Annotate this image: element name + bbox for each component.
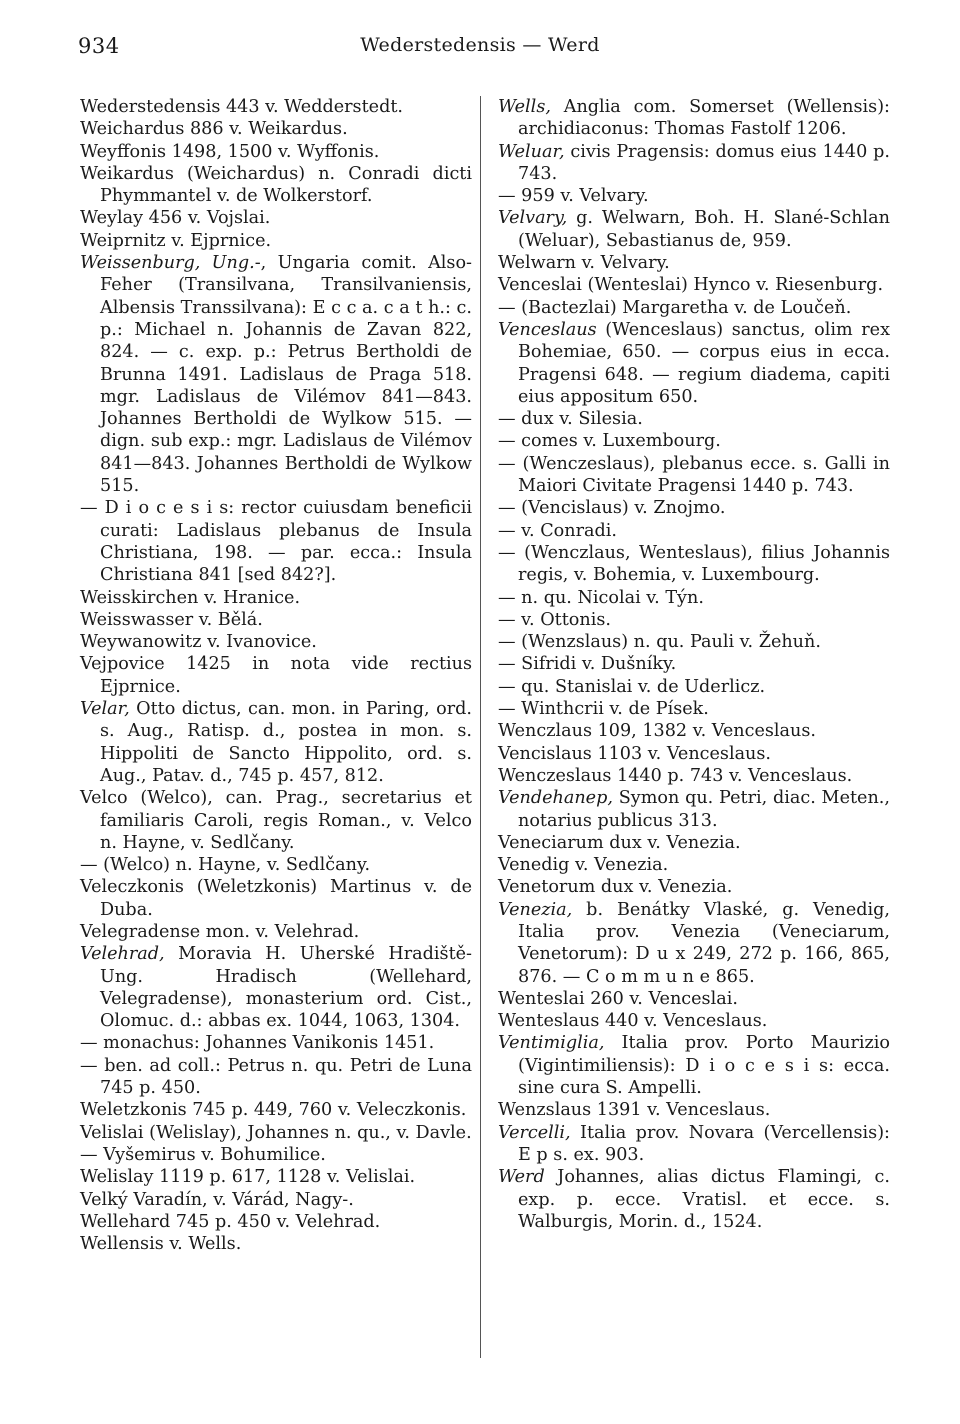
entry-headword: Ventimiglia, [498,1033,605,1054]
index-entry [80,1032,472,1054]
index-entry [498,542,890,587]
index-entry [80,163,472,208]
index-entry [498,319,890,408]
entry-headword: Weissenburg, Ung. [80,253,255,274]
entry-text: Velco (Welco), can. Prag., secretarius et familiaris Caroli, regis Roman., v. Velco n. Hayne, v. Sedlčany. [80,788,472,853]
entry-text: Weisskirchen v. Hranice. [80,587,301,608]
entry-text: Moravia H. Uherské Hradiště-Ung. Hradisch (Wellehard, Velegradense), monasterium ord. Cist., Olomuc. d.: abbas ex. 1044, 1063, 1304. [100,944,472,1032]
index-entry [498,430,890,452]
entry-headword: Venezia, [498,899,573,920]
index-entry [498,252,890,274]
entry-text: Weylay 456 v. Vojslai. [80,208,271,229]
index-entry [498,1010,890,1032]
index-entry [498,653,890,675]
index-entry [498,854,890,876]
index-entry [498,1032,890,1099]
entry-text: Weiprnitz v. Ejprnice. [80,230,272,251]
entry-text: Wellensis v. Wells. [80,1234,242,1255]
index-entry [80,141,472,163]
entry-text: Velislai (Welislay), Johannes n. qu., v. Davle. [80,1122,472,1143]
index-entry [498,141,890,186]
entry-text: Weywanowitz v. Ivanovice. [80,632,317,653]
right-column [498,96,890,1233]
index-entry [498,743,890,765]
entry-text: Weyffonis 1498, 1500 v. Wyffonis. [80,141,380,162]
entry-text: — n. qu. Nicolai v. Týn. [498,587,704,608]
index-entry [80,698,472,787]
index-entry [498,720,890,742]
index-entry [498,96,890,141]
index-entry [80,497,472,586]
entry-text: Velký Varadín, v. Várád, Nagy-. [80,1189,354,1210]
index-entry [80,787,472,854]
entry-text: Wenteslaus 440 v. Venceslaus. [498,1011,768,1032]
index-entry [498,274,890,296]
entry-text: Veleczkonis (Weletzkonis) Martinus v. de Duba. [80,877,472,920]
entry-text: Vejpovice 1425 in nota vide rectius Ejprnice. [80,654,472,697]
entry-text: -, Ungaria comit. Also-Feher (Transilvana, Transilvaniensis, Albensis Transsilvana): E c c a. c a t h.: c. p.: Michael n. Johannis de Zavan 822, 824. — c. exp. p.: Petrus Bertholdi de Brunna 1491. Ladislaus de Praga 518. mgr. Ladislaus de Vilémov 841—843. Johannes Bertholdi de Wylkow 515. — dign. sub exp.: mgr. Ladislaus de Vilémov 841—843. Johannes Bertholdi de Wylkow 515. [100,253,472,497]
index-entry [498,631,890,653]
entry-text: Symon qu. Petri, diac. Meten., notarius publicus 313. [518,788,890,831]
entry-text: — ben. ad coll.: Petrus n. qu. Petri de Luna 745 p. 450. [80,1055,472,1099]
index-entry [498,587,890,609]
entry-text: Italia prov. Porto Maurizio (Vigintimiliensis): D i o c e s i s: ecca. sine cura S. Ampelli. [518,1033,890,1099]
index-entry [498,698,890,720]
index-entry [80,876,472,921]
index-entry [80,1233,472,1255]
index-entry [80,854,472,876]
index-entry [80,118,472,140]
entry-text: Wenzslaus 1391 v. Venceslaus. [498,1100,771,1121]
index-entry [80,252,472,497]
index-entry [80,631,472,653]
entry-headword: Velar, [80,699,130,720]
index-entry [498,207,890,252]
index-entry [80,587,472,609]
index-entry [80,1122,472,1144]
entry-text: — Vyšemirus v. Bohumilice. [80,1144,326,1165]
entry-text: Italia prov. Novara (Vercellensis): E p s. ex. 903. [518,1122,890,1165]
index-entry [498,1122,890,1167]
entry-text: — D i o c e s i s: rector cuiusdam beneficii curati: Ladislaus plebanus de Insula Christiana, 198. — par. ecca.: Insula Christiana 841 [sed 842?]. [80,498,472,586]
index-entry [498,988,890,1010]
entry-text: Wenteslai 260 v. Venceslai. [498,988,738,1009]
entry-text: Welislay 1119 p. 617, 1128 v. Velislai. [80,1167,416,1188]
entry-text: Wenczeslaus 1440 p. 743 v. Venceslaus. [498,765,853,786]
index-entry [80,1166,472,1188]
entry-headword: Velehrad, [80,944,165,965]
entry-text: civis Pragensis: domus eius 1440 p. 743. [518,141,890,184]
entry-text: — (Vencislaus) v. Znojmo. [498,498,726,519]
entry-text: Johannes, alias dictus Flamingi, c. exp. p. ecce. Vratisl. et ecce. s. Walburgis, Morin. d., 1524. [518,1167,890,1232]
entry-text: Weichardus 886 v. Weikardus. [80,119,348,140]
entry-headword: Velvary, [498,208,568,229]
index-entry [80,921,472,943]
entry-text: — qu. Stanislai v. de Uderlicz. [498,676,766,697]
entry-headword: Wells, [498,97,551,117]
entry-headword: Weluar, [498,141,565,162]
entry-headword: Vercelli, [498,1122,571,1143]
entry-text: — dux v. Silesia. [498,409,643,430]
entry-text: Venedig v. Venezia. [498,855,669,876]
entry-text: — (Wenczlaus, Wenteslaus), filius Johannis regis, v. Bohemia, v. Luxembourg. [498,542,890,586]
index-entry [498,185,890,207]
entry-text: Venceslai (Wenteslai) Hynco v. Riesenburg. [498,275,884,296]
entry-text: — v. Ottonis. [498,609,611,630]
index-entry [498,408,890,430]
entry-text: Weletzkonis 745 p. 449, 760 v. Veleczkonis. [80,1100,467,1121]
index-entry [498,832,890,854]
entry-headword: Werd [498,1167,545,1188]
entry-text: Wederstedensis 443 v. Wedderstedt. [80,97,403,117]
index-entry [498,609,890,631]
index-entry [498,497,890,519]
entry-headword: Venceslaus [498,319,597,340]
entry-text: Anglia com. Somerset (Wellensis): archidiaconus: Thomas Fastolf 1206. [518,97,890,140]
index-entry [80,1099,472,1121]
entry-text: (Wenceslaus) sanctus, olim rex Bohemiae, 650. — corpus eius in ecca. Pragensi 648. — regium diadema, capiti eius appositum 650. [518,319,890,407]
entry-text: — (Bactezlai) Margaretha v. de Loučeň. [498,297,852,318]
entry-text: Venetorum dux v. Venezia. [498,877,733,898]
index-entry [80,653,472,698]
index-entry [80,1144,472,1166]
index-entry [80,230,472,252]
entry-text: Vencislaus 1103 v. Venceslaus. [498,743,772,764]
page-number: 934 [78,34,120,58]
entry-text: — Sifridi v. Dušníky. [498,654,677,675]
index-entry [80,943,472,1032]
entry-text: — v. Conradi. [498,520,617,541]
index-entry [498,899,890,988]
entry-text: Otto dictus, can. mon. in Paring, ord. s. Aug., Ratisp. d., postea in mon. s. Hippoliti de Sancto Hippolito, ord. s. Aug., Patav. d., 745 p. 457, 812. [100,699,472,786]
index-entry [80,609,472,631]
index-entry [80,1211,472,1233]
running-title: Wederstedensis — Werd [360,34,600,56]
index-entry [498,765,890,787]
left-column [80,96,472,1255]
index-entry [498,297,890,319]
index-entry [498,453,890,498]
entry-text: — (Wenczeslaus), plebanus ecce. s. Galli in Maiori Civitate Pragensi 1440 p. 743. [498,453,890,497]
entry-text: Welwarn v. Velvary. [498,253,670,274]
index-entry [498,676,890,698]
entry-headword: Vendehanep, [498,788,613,809]
entry-text: Weikardus (Weichardus) n. Conradi dicti Phymmantel v. de Wolkerstorf. [80,163,472,207]
index-entry [80,1055,472,1100]
index-entry [498,1099,890,1121]
entry-text: Veneciarum dux v. Venezia. [498,832,741,853]
entry-text: g. Welwarn, Boh. H. Slané-Schlan (Weluar), Sebastianus de, 959. [518,208,890,251]
index-entry [80,96,472,118]
index-entry [498,520,890,542]
entry-text: — comes v. Luxembourg. [498,431,721,452]
entry-text: — 959 v. Velvary. [498,186,649,207]
index-entry [80,1189,472,1211]
index-entry [498,787,890,832]
entry-text: b. Benátky Vlaské, g. Venedig, Italia prov. Venezia (Veneciarum, Venetorum): D u x 249, 272 p. 166, 865, 876. — C o m m u n e 865. [518,899,890,987]
entry-text: — Winthcrii v. de Písek. [498,699,709,720]
entry-text: Wellehard 745 p. 450 v. Velehrad. [80,1211,381,1232]
index-entry [498,1166,890,1233]
index-entry [498,876,890,898]
entry-text: — (Wenzslaus) n. qu. Pauli v. Žehuň. [498,632,821,653]
index-entry [80,207,472,229]
entry-text: — monachus: Johannes Vanikonis 1451. [80,1033,435,1054]
entry-text: Wenczlaus 109, 1382 v. Venceslaus. [498,721,816,742]
column-divider [480,96,481,1358]
entry-text: Velegradense mon. v. Velehrad. [80,921,360,942]
entry-text: — (Welco) n. Hayne, v. Sedlčany. [80,855,371,876]
entry-text: Weisswasser v. Bělá. [80,609,263,630]
